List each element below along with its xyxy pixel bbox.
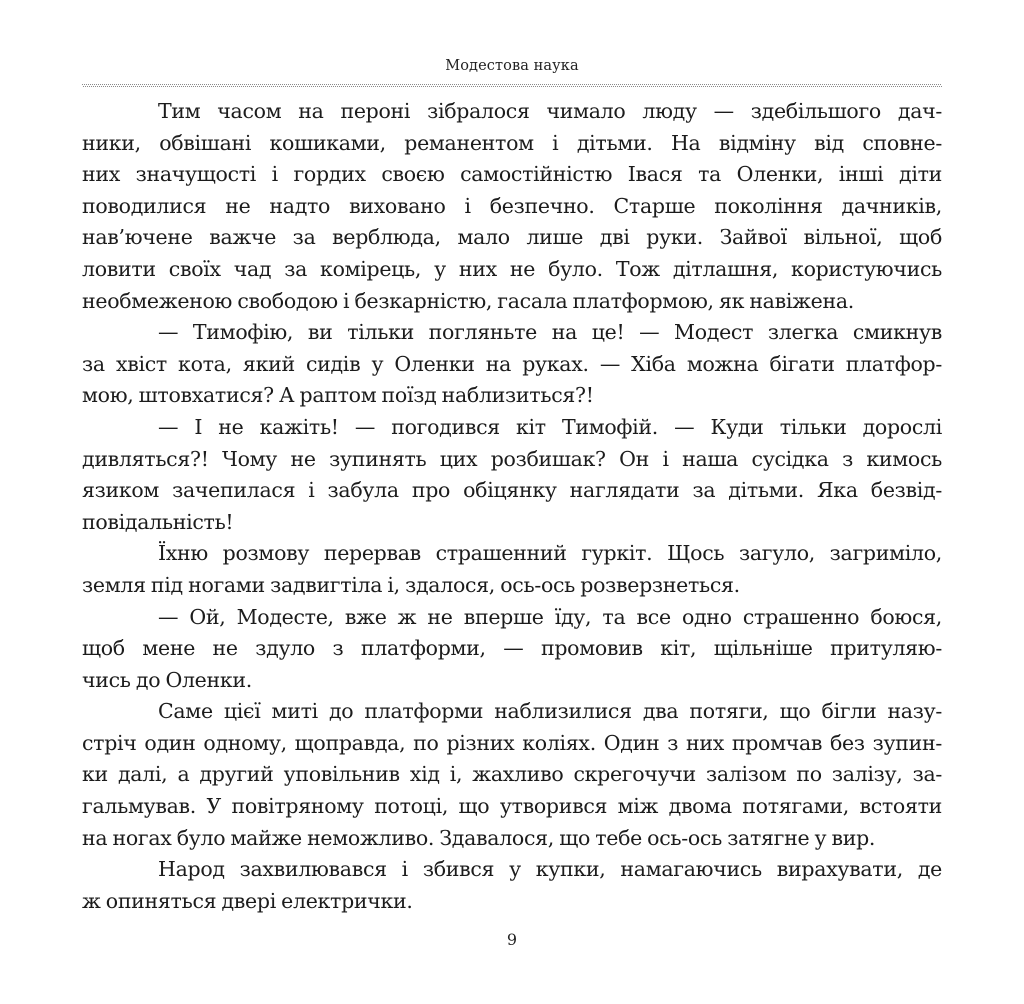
text-line: поводилися не надто виховано і безпечно. Старше покоління дачників, [82,193,942,218]
text-line: щоб мене не здуло з платформи, — промовив кіт, щільніше притуляю- [82,636,942,661]
text-line: — Тимофію, ви тільки погляньте на це! — Модест злегка смикнув [158,320,942,345]
text-line: нав’ючене важче за верблюда, мало лише дві руки. Зайвої вільної, щоб [82,225,942,250]
text-line: — Ой, Модесте, вже ж не вперше їду, та все одно страшенно боюся, [158,604,942,629]
text-line: ки далі, а другий уповільнив хід і, жахливо скрегочучи залізом по залізу, за- [82,762,942,787]
text-line: за хвіст кота, який сидів у Оленки на руках. — Хіба можна бігати платфор- [82,351,942,376]
page-number: 9 [506,930,518,949]
header-rule [82,84,942,88]
text-line: стріч один одному, щоправда, по різних коліях. Один з них промчав без зупин- [82,730,942,755]
text-line: на ногах було майже неможливо. Здавалося, що тебе ось-ось затягне у вир. [82,825,876,850]
text-line: повідальність! [82,509,234,534]
text-line: необмеженою свободою і безкарністю, гасала платформою, як навіжена. [82,288,854,313]
text-line: язиком зачепилася і забула про обіцянку наглядати за дітьми. Яка безвід- [82,478,942,503]
text-line: мою, штовхатися? А раптом поїзд наблизиться?! [82,383,594,408]
text-line: Тим часом на пероні зібралося чимало люду — здебільшого дач- [158,99,942,123]
text-line: Їхню розмову перервав страшенний гуркіт. Щось загуло, загриміло, [158,541,942,566]
text-line: них значущості і гордих своєю самостійністю Івася та Оленки, інші діти [82,162,942,187]
running-header: Модестова наука [445,58,579,74]
text-line: дивляться?! Чому не зупинять цих розбишак? Он і наша сусідка з кимось [82,446,942,471]
text-line: Саме цієї миті до платформи наблизилися два потяги, що бігли назу- [158,699,942,724]
text-line: гальмував. У повітряному потоці, що утворився між двома потягами, встояти [82,794,942,819]
page-body [82,96,942,917]
text-line: чись до Оленки. [82,667,252,692]
text-line: ловити своїх чад за комірець, у них не було. Тож дітлашня, користуючись [82,256,942,281]
text-line: — І не кажіть! — погодився кіт Тимофій. — Куди тільки дорослі [158,414,942,439]
text-line: земля під ногами задвигтіла і, здалося, ось-ось розверзнеться. [82,572,740,597]
text-line: ж опиняться двері електрички. [82,888,413,913]
text-line: ники, обвішані кошиками, реманентом і дітьми. На відміну від сповне- [82,130,942,155]
text-line: Народ захвилювався і збився у купки, намагаючись вирахувати, де [158,857,942,882]
